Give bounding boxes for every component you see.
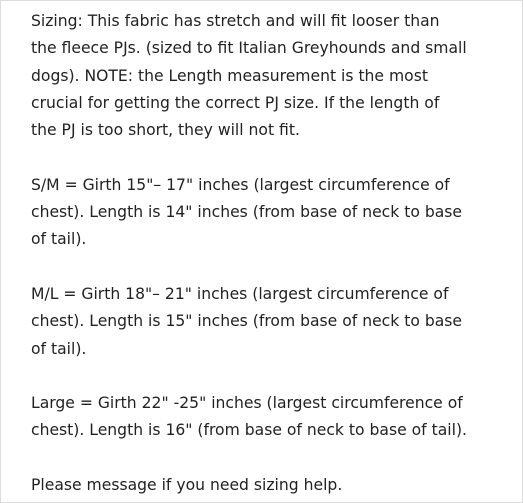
size-large-paragraph [31,390,501,445]
sizing-help-paragraph [31,472,501,499]
text-line: of tail). [31,230,87,249]
sizing-intro-paragraph [31,8,501,144]
size-sm-paragraph [31,172,501,254]
text-line: Please message if you need sizing help. [31,476,343,495]
size-ml-paragraph [31,281,501,363]
description-text [31,8,501,499]
text-line: the fleece PJs. (sized to fit Italian Greyhounds and small [31,39,467,58]
text-line: chest). Length is 14" inches (from base of neck to base [31,203,463,222]
text-line: the PJ is too short, they will not fit. [31,121,300,140]
text-line: crucial for getting the correct PJ size. If the length of [31,93,440,112]
text-line: S/M = Girth 15"– 17" inches (largest circumference of [31,175,450,194]
text-line: Large = Girth 22" -25" inches (largest circumference of [31,394,463,413]
text-line: M/L = Girth 18"– 21" inches (largest circumference of [31,284,449,303]
text-line: chest). Length is 15" inches (from base of neck to base [31,312,463,331]
text-line: of tail). [31,339,87,358]
text-line: dogs). NOTE: the Length measurement is the most [31,66,428,85]
text-line: chest). Length is 16" (from base of neck to base of tail). [31,421,468,440]
text-line: Sizing: This fabric has stretch and will fit looser than [31,12,440,30]
